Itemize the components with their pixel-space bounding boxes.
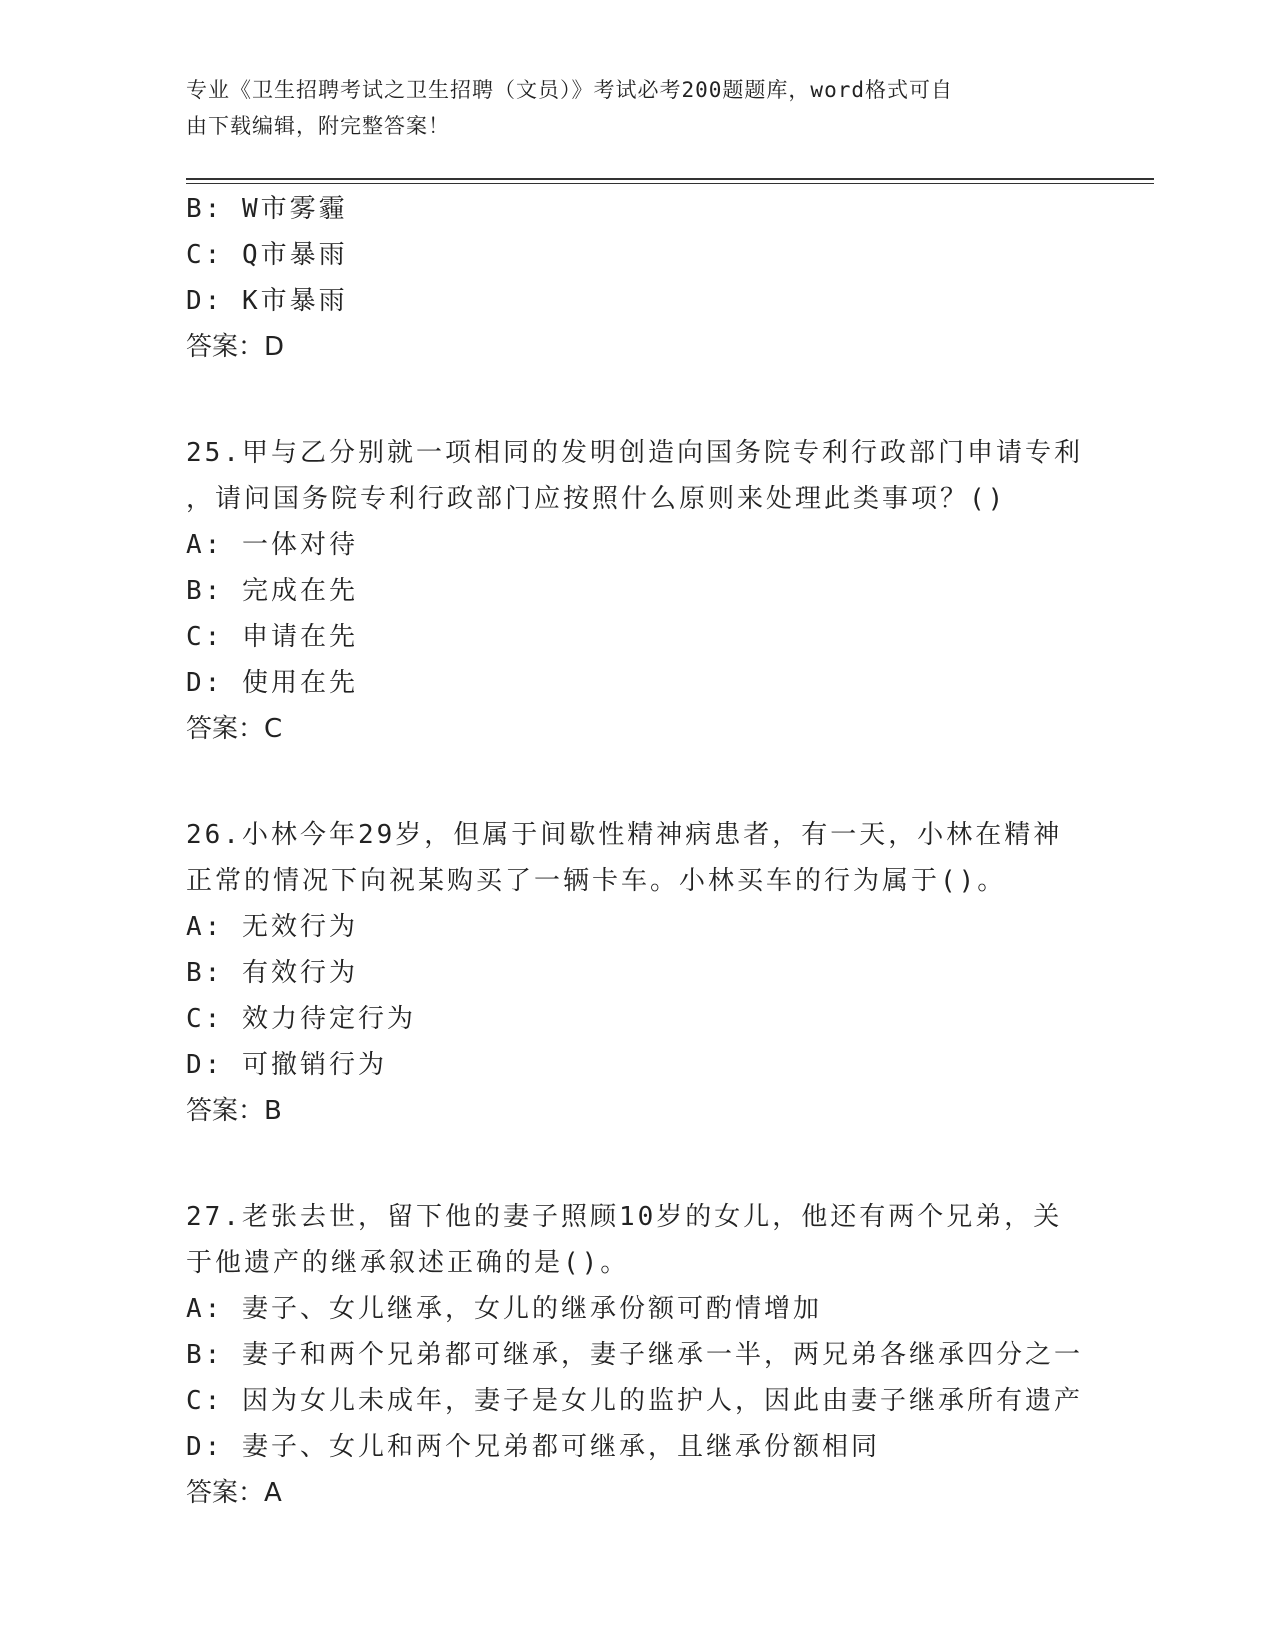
option-d: D: 可撤销行为 [186, 1050, 387, 1080]
question-24-partial [186, 186, 1186, 370]
question-25 [186, 430, 1186, 752]
question-stem-line: 27.老张去世，留下他的妻子照顾10岁的女儿，他还有两个兄弟，关 [186, 1202, 1063, 1232]
option-b: B: 妻子和两个兄弟都可继承，妻子继承一半，两兄弟各继承四分之一 [186, 1340, 1083, 1370]
answer-line: 答案：C [186, 714, 283, 744]
header-line-2: 由下载编辑，附完整答案！ [186, 114, 450, 138]
answer-line: 答案：B [186, 1096, 282, 1126]
option-b: B: 完成在先 [186, 576, 358, 606]
document-header [186, 72, 1066, 144]
option-d: D: K市暴雨 [186, 286, 348, 316]
option-c: C: Q市暴雨 [186, 240, 348, 270]
question-stem-line: 正常的情况下向祝某购买了一辆卡车。小林买车的行为属于()。 [186, 866, 1007, 896]
question-stem-line: ，请问国务院专利行政部门应按照什么原则来处理此类事项？() [186, 484, 1007, 514]
option-d: D: 使用在先 [186, 668, 358, 698]
header-rule-thin [186, 183, 1154, 184]
answer-line: 答案：D [186, 332, 285, 362]
option-b: B: W市雾霾 [186, 194, 348, 224]
option-a: A: 妻子、女儿继承，女儿的继承份额可酌情增加 [186, 1294, 822, 1324]
answer-line: 答案：A [186, 1478, 282, 1508]
header-line-1: 专业《卫生招聘考试之卫生招聘（文员）》考试必考200题题库，word格式可自 [186, 78, 953, 102]
option-c: C: 效力待定行为 [186, 1004, 416, 1034]
option-c: C: 因为女儿未成年，妻子是女儿的监护人，因此由妻子继承所有遗产 [186, 1386, 1083, 1416]
header-rule-thick [186, 178, 1154, 180]
question-26 [186, 812, 1186, 1134]
option-d: D: 妻子、女儿和两个兄弟都可继承，且继承份额相同 [186, 1432, 880, 1462]
option-a: A: 无效行为 [186, 912, 358, 942]
option-c: C: 申请在先 [186, 622, 358, 652]
option-a: A: 一体对待 [186, 530, 358, 560]
option-b: B: 有效行为 [186, 958, 358, 988]
question-stem-line: 25.甲与乙分别就一项相同的发明创造向国务院专利行政部门申请专利 [186, 438, 1083, 468]
question-list [186, 186, 1186, 1516]
question-stem-line: 26.小林今年29岁，但属于间歇性精神病患者，有一天，小林在精神 [186, 820, 1063, 850]
question-stem-line: 于他遗产的继承叙述正确的是()。 [186, 1248, 630, 1278]
question-27 [186, 1194, 1186, 1516]
